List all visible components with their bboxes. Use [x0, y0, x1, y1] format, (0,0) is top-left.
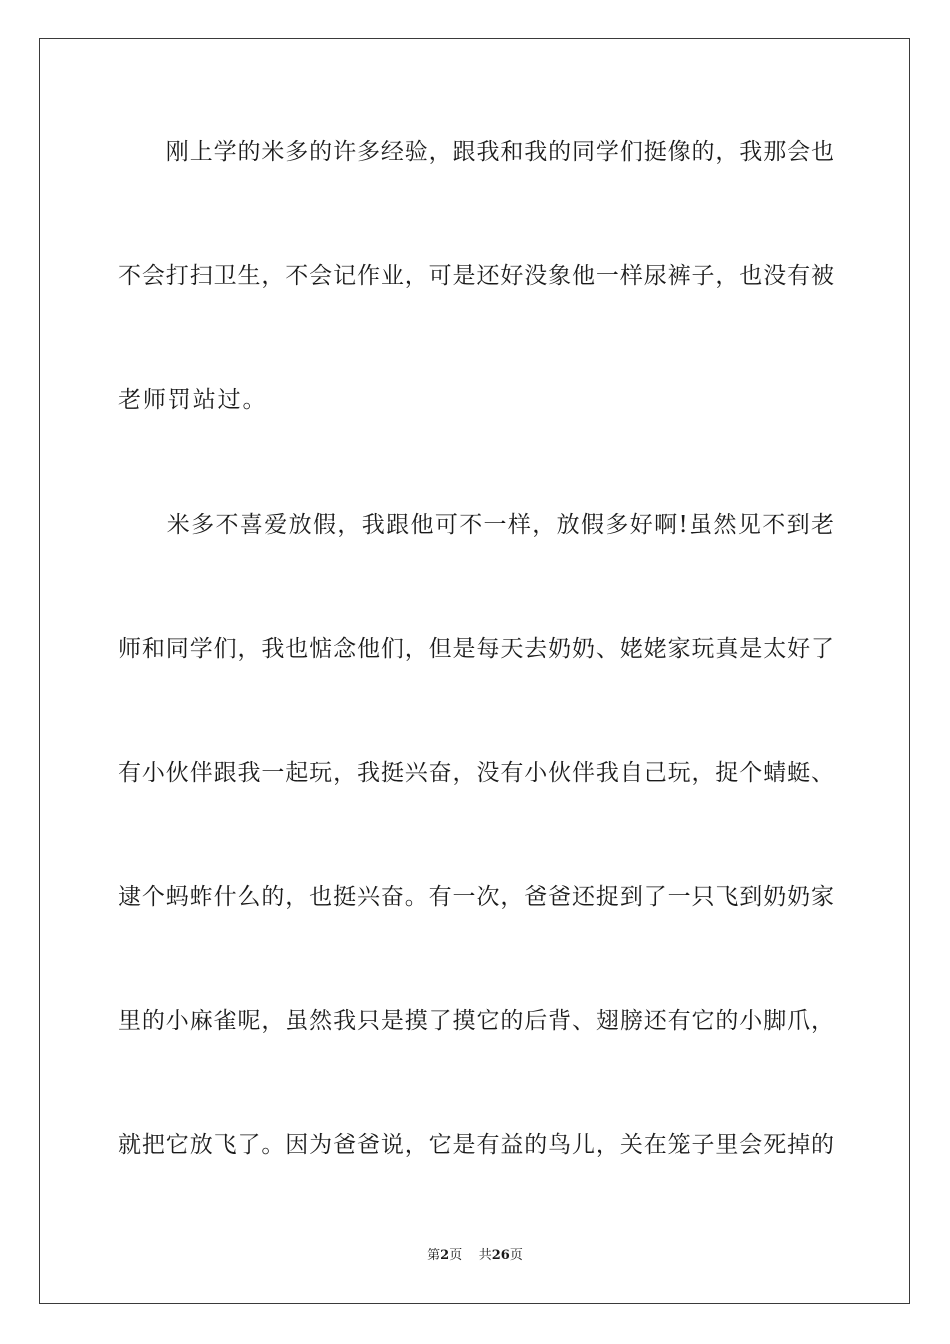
text-line-4: 米多不喜爱放假，我跟他可不一样，放假多好啊!虽然见不到老 — [118, 512, 834, 538]
text-line-8: 里的小麻雀呢，虽然我只是摸了摸它的后背、翅膀还有它的小脚爪， — [118, 1008, 834, 1034]
text-line-6: 有小伙伴跟我一起玩，我挺兴奋，没有小伙伴我自己玩，捉个蜻蜓、 — [118, 760, 834, 786]
footer-total-suffix: 页 — [509, 1248, 523, 1263]
total-pages: 26 — [491, 1248, 510, 1263]
footer-page-suffix: 页 — [449, 1248, 463, 1263]
page-number: 2 — [440, 1248, 450, 1263]
page-border — [39, 38, 910, 1304]
footer-prefix: 第 — [427, 1248, 441, 1263]
page-footer — [0, 1247, 950, 1265]
text-line-3: 老师罚站过。 — [118, 387, 268, 413]
text-line-5: 师和同学们，我也惦念他们，但是每天去奶奶、姥姥家玩真是太好了 — [118, 636, 834, 662]
text-line-7: 逮个蚂蚱什么的，也挺兴奋。有一次，爸爸还捉到了一只飞到奶奶家 — [118, 884, 834, 910]
text-line-2: 不会打扫卫生，不会记作业，可是还好没象他一样尿裤子，也没有被 — [118, 263, 834, 289]
text-line-1: 刚上学的米多的许多经验，跟我和我的同学们挺像的，我那会也 — [118, 139, 834, 165]
text-line-9: 就把它放飞了。因为爸爸说，它是有益的鸟儿，关在笼子里会死掉的 — [118, 1132, 834, 1158]
footer-total-prefix: 共 — [478, 1248, 492, 1263]
